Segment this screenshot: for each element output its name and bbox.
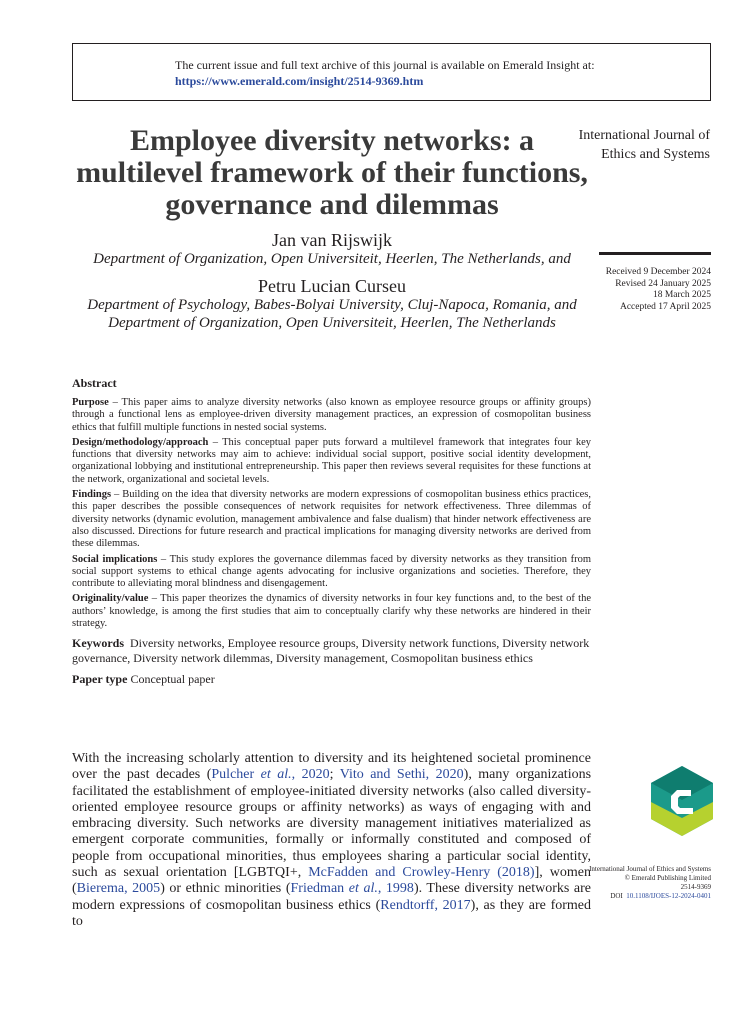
body-text: ), as they are formed to: [72, 897, 591, 929]
keywords-label: Keywords: [72, 636, 124, 651]
paper-type-value: Conceptual paper: [130, 672, 215, 687]
abstract-social-label: Social implications: [72, 553, 158, 565]
abstract-originality-label: Originality/value: [72, 593, 149, 605]
publication-info: [561, 865, 711, 901]
cite-text: Friedman: [290, 881, 349, 897]
abstract-section: [72, 376, 591, 687]
received-date: Received 9 December 2024: [605, 267, 711, 277]
body-text: ], women (: [72, 865, 591, 897]
abstract-social-implications: [72, 554, 591, 591]
article-title: Employee diversity networks: a multilevel framework of their functions, governance and dilemmas: [76, 124, 588, 221]
footer-publisher: © Emerald Publishing Limited: [624, 874, 711, 882]
journal-url-link[interactable]: https://www.emerald.com/insight/2514-9369.htm: [175, 74, 424, 88]
footer-doi: [561, 892, 711, 901]
abstract-design-label: Design/methodology/approach: [72, 436, 209, 448]
article-dates: [571, 267, 711, 313]
affiliation-2: Department of Psychology, Babes-Bolyai University, Cluj-Napoca, Romania, and Department of Organization, Open Universiteit, Heerlen, The Netherlands: [87, 297, 577, 331]
sidebar-divider: [599, 252, 711, 255]
author-1: Jan van Rijswijk: [272, 230, 392, 250]
citation-link[interactable]: Vito and Sethi, 2020: [339, 767, 464, 783]
cite-text: Pulcher: [211, 767, 261, 783]
abstract-heading: Abstract: [72, 376, 117, 390]
abstract-design: [72, 437, 591, 486]
keywords-list: Diversity networks, Employee resource groups, Diversity network functions, Diversity network governance, Diversity network dilemmas, Diversity management, Cosmopolitan business ethics: [72, 636, 590, 666]
citation-link[interactable]: [211, 767, 329, 782]
abstract-purpose-text: – This paper aims to analyze diversity networks (also known as employee resource groups or affinity groups) through a functional lens as employee-driven diversity management practices, an expression of cosmopolitan business ethics that fulfill multiple functions in nested social systems.: [72, 397, 591, 433]
abstract-originality: [72, 593, 591, 630]
citation-link[interactable]: Bierema, 2005: [76, 881, 161, 897]
abstract-design-text: – This conceptual paper puts forward a multilevel framework that integrates four key functions that diversity networks may aim to achieve: individual social support, positive social identity development, organizational lobbying and institutional entrepreneurship. This paper then reviews several requisites for these functions at the network, organizational and societal levels.: [72, 436, 591, 485]
body-text: ;: [329, 767, 340, 783]
body-text: With the increasing scholarly attention to diversity and its heightened societal prominence over the past decades (: [72, 751, 591, 783]
cite-etal: et al.: [348, 881, 378, 897]
abstract-findings: [72, 489, 591, 550]
cite-etal: et al.: [260, 767, 292, 783]
abstract-social-text: – This study explores the governance dilemmas faced by diversity networks as they transition from social support systems to ethical change agents advocating for inclusive organizations and societies. Therefore, they contribute to alleviating moral blindness and disengagement.: [72, 553, 591, 590]
accepted-date: Accepted 17 April 2025: [619, 301, 711, 312]
cite-year: , 2020: [291, 767, 330, 783]
revised-date-2: 18 March 2025: [652, 290, 711, 300]
access-notice-box: [72, 43, 711, 101]
notice-text: The current issue and full text archive of this journal is available on Emerald Insight at:: [175, 58, 595, 72]
abstract-findings-label: Findings: [72, 489, 112, 501]
abstract-originality-text: – This paper theorizes the dynamics of diversity networks in four key functions and, to the best of the authors’ knowledge, is among the first studies that aim to conceptually clarify why these networks are hindered in their strategy.: [72, 593, 591, 630]
body-text: ), many organizations facilitated the establishment of employee-initiated diversity networks (also called diversity-oriented employee resource groups or affinity networks) as ways of engaging with and embracing diversity. Such networks are diversity management initiatives materialized as emergent corporate communities, formally or informally constituted and composed of people from occupational minorities, thus employees sharing a particular social identity, such as sexual orientation [LGBTQI+,: [72, 767, 592, 881]
abstract-purpose: [72, 397, 591, 434]
cite-year: , 1998: [377, 881, 414, 897]
body-text: ). These diversity networks are modern expressions of cosmopolitan business ethics (: [72, 881, 592, 913]
access-notice: [175, 57, 595, 89]
journal-name: International Journal of Ethics and Systems: [578, 128, 710, 162]
citation-link[interactable]: McFadden and Crowley-Henry (2018): [308, 865, 535, 881]
citation-link[interactable]: [291, 881, 414, 896]
revised-date-1: Revised 24 January 2025: [615, 278, 711, 289]
body-text: ) or ethnic minorities (: [160, 881, 291, 897]
abstract-purpose-label: Purpose: [72, 397, 109, 408]
footer-issn: 2514-9369: [680, 883, 711, 891]
abstract-findings-text: – Building on the idea that diversity networks are modern expressions of cosmopolitan business ethics practices, this paper describes the possible consequences of network requisites for network effectiveness. Three dilemmas of diversity networks (dynamic evolution, management ambivalence and false dualism) that hinder network effectiveness are also discussed. Directions for future research and practical implications for managing diversity networks are derived from these dilemmas.: [72, 489, 591, 550]
citation-link[interactable]: Rendtorff, 2017: [380, 897, 471, 913]
affiliation-1: Department of Organization, Open Universiteit, Heerlen, The Netherlands, and: [93, 251, 571, 267]
footer-journal: International Journal of Ethics and Systems: [589, 865, 711, 873]
paper-type-label: Paper type: [72, 672, 128, 687]
doi-link[interactable]: 10.1108/IJOES-12-2024-0401: [626, 892, 711, 900]
doi-label: DOI: [610, 892, 623, 900]
keywords: [72, 636, 591, 666]
author-2: Petru Lucian Curseu: [258, 276, 406, 296]
paper-type: [72, 672, 591, 687]
emerald-logo-icon: [651, 766, 713, 836]
body-paragraph: [72, 751, 591, 930]
